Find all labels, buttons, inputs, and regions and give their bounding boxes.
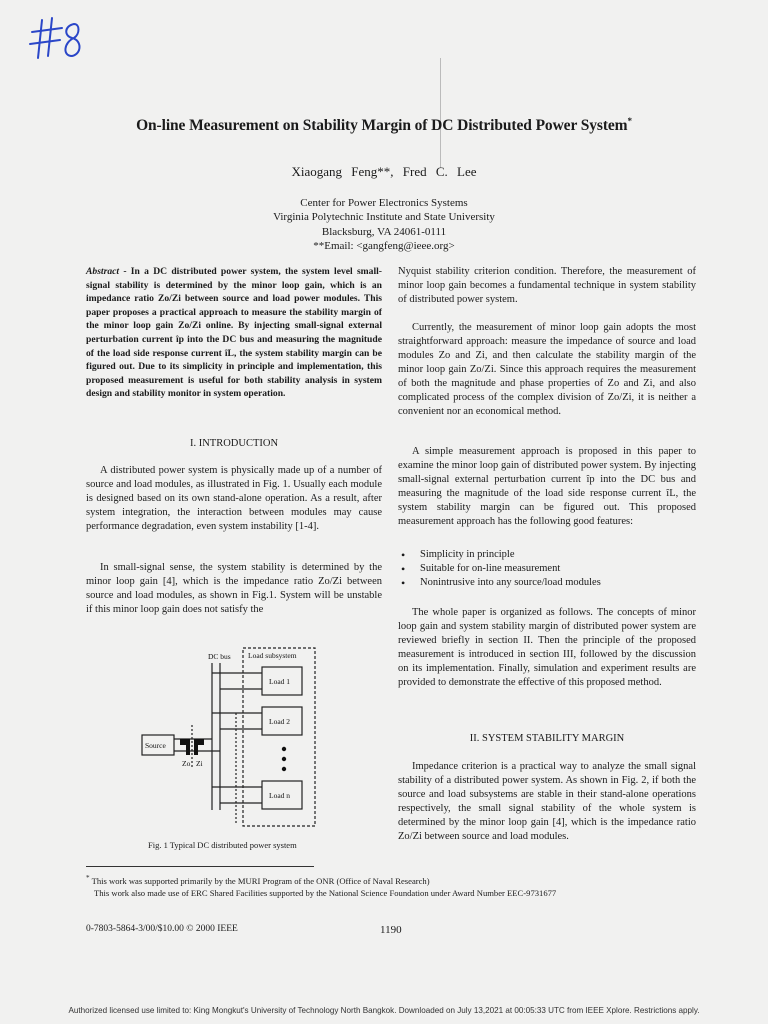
paper-title-text: On-line Measurement on Stability Margin of DC Distributed Power System <box>136 117 628 135</box>
footnote-mark: * <box>86 874 90 882</box>
abstract-text: - In a DC distributed power system, the system level small-signal stability is determined by the minor loop gain, which is an impedance ratio Zo/Zi between source and load power modules. This paper proposes a practical approach to measure the stability margin of the minor loop gain Zo/Zi online. By injecting small-signal external perturbation current îp into the DC bus and measuring the magnitude of the load side response current îL, the system stability margin can be figured out. Due to its simplicity in principle and implementation, this proposed measurement is useful for both stability analysis in system design and stability monitor in system operation. <box>86 266 382 400</box>
zo-label: Zo <box>182 759 191 768</box>
ellipsis-dot <box>282 767 286 771</box>
abstract <box>86 265 382 401</box>
intro-paragraph-1 <box>86 464 382 534</box>
isbn-line: 0-7803-5864-3/00/$10.00 © 2000 IEEE <box>86 924 238 934</box>
paragraph-text: A distributed power system is physically made up of a number of source and load modules, as illustrated in Fig. 1. Usually each module is designed based on its own stand-alone operation. As a result, after system integration, the interaction between modules may cause performance degradation, even system instability [1-4]. <box>86 465 382 532</box>
load-subsystem-label: Load subsystem <box>248 651 297 660</box>
affiliation-line: Blacksburg, VA 24061-0111 <box>321 225 447 238</box>
scan-artifact-line <box>440 58 441 168</box>
handwritten-mark <box>28 14 88 69</box>
load-n-label: Load n <box>269 791 291 800</box>
load-1-label: Load 1 <box>269 677 291 686</box>
dc-bus-label: DC bus <box>208 652 231 661</box>
feature-item: • Simplicity in principle <box>398 548 696 562</box>
ellipsis-dot <box>282 747 286 751</box>
zi-arrow <box>194 739 204 755</box>
paragraph-text: Impedance criterion is a practical way to analyze the small signal stability of a distributed power system. As shown in Fig. 2, if both the source and load subsystems are stable in their stand-alone operations respectively, the small signal stability of the whole system is determined by the minor loop gain [4], which is the impedance ratio Zo/Zi between source and load modules. <box>398 761 696 842</box>
feature-list <box>398 548 696 590</box>
load-2-label: Load 2 <box>269 717 291 726</box>
paragraph-text: The whole paper is organized as follows. The concepts of minor loop gain and system stability margin of distributed power system are reviewed briefly in section II. Then the principle of the proposed measurement is introduced in section III, followed by the discussion on its implementation. Finally, simulation and experiment results are provided to demonstrate the effective of this proposed method. <box>398 607 696 688</box>
paragraph-text: A simple measurement approach is proposed in this paper to examine the minor loop gain of distributed power system. By injecting small-signal external perturbation current îp into the DC bus and measuring the magnitude of the load side response current îL, the system stability margin can be figured out. This proposed measurement approach has the following good features: <box>398 446 696 527</box>
section-heading-stability-margin: II. SYSTEM STABILITY MARGIN <box>469 733 625 744</box>
footnote-line: This work was supported primarily by the MURI Program of the ONR (Office of Naval Research) <box>91 875 430 886</box>
paragraph-text: Nyquist stability criterion condition. Therefore, the measurement of minor loop gain becomes a fundamental technique in system stability of distributed power system. <box>398 266 696 305</box>
paper-authors: Xiaogang Feng**, Fred C. Lee <box>291 164 477 179</box>
abstract-lead: Abstract <box>86 266 120 277</box>
footnote-rule <box>86 866 314 867</box>
section2-paragraph-1 <box>398 760 696 844</box>
feature-item: • Suitable for on-line measurement <box>398 562 696 576</box>
affiliation-line: Center for Power Electronics Systems <box>300 197 468 209</box>
handwritten-mark-drawing <box>28 14 88 64</box>
ellipsis-dot <box>282 757 286 761</box>
source-label: Source <box>145 741 166 750</box>
paper-title <box>60 116 708 135</box>
affiliation-email: **Email: <gangfeng@ieee.org> <box>313 239 455 252</box>
zi-label: Zi <box>196 759 203 768</box>
zo-arrow <box>180 739 190 755</box>
figure-1 <box>140 645 330 835</box>
right-paragraph-4 <box>398 606 696 690</box>
paragraph-text: In small-signal sense, the system stability is determined by the minor loop gain [4], which is the impedance ratio Zo/Zi between source and load modules, as shown in Fig.1. System will be unstable if this minor loop gain does not satisfy the <box>86 562 382 615</box>
feature-item: • Nonintrusive into any source/load modules <box>398 576 696 590</box>
section-heading-introduction: I. INTRODUCTION <box>189 438 279 449</box>
page-number: 1190 <box>380 924 402 936</box>
figure-1-caption: Fig. 1 Typical DC distributed power system <box>148 840 297 850</box>
title-footnote-mark: * <box>627 116 632 126</box>
right-paragraph-2 <box>398 321 696 419</box>
footnote-line: This work also made use of ERC Shared Facilities supported by the National Science Foundation under Award Number EEC-9731677 <box>94 887 557 898</box>
paragraph-text: Currently, the measurement of minor loop gain adopts the most straightforward approach: measure the impedance of source and load modules Zo and Zi, and then calculate the stability margin of the minor loop gain Zo/Zi. Since this approach requires the measurement of both the magnitude and phase properties of Zo and Zi, and also complicated process of the complex division of Zo/Zi, it is neither a convenient nor an economical method. <box>398 322 696 417</box>
affiliation-block <box>0 196 768 253</box>
right-paragraph-1 <box>398 265 696 307</box>
figure-1-diagram <box>140 645 330 835</box>
footnotes <box>86 872 706 899</box>
affiliation-line: Virginia Polytechnic Institute and State University <box>273 211 495 224</box>
download-notice: Authorized licensed use limited to: King Mongkut's University of Technology North Bangkok. Downloaded on July 13,2021 at 00:05:33 UTC from IEEE Xplore. Restrictions apply. <box>68 1006 700 1015</box>
intro-paragraph-2 <box>86 561 382 617</box>
right-paragraph-3 <box>398 445 696 529</box>
